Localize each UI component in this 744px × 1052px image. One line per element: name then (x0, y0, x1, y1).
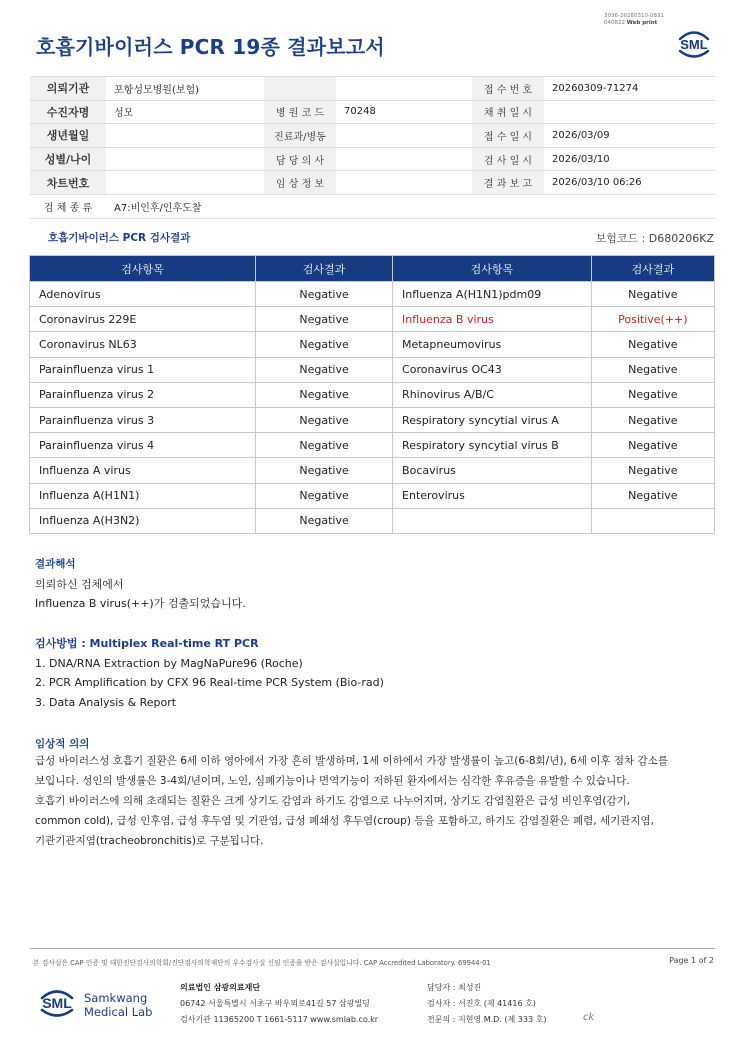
org-name: 의료법인 삼광의료재단 (180, 983, 261, 992)
test-item-cell: Parainfluenza virus 4 (30, 433, 256, 458)
result-row (30, 357, 715, 382)
test-item-cell: Influenza A(H1N1) (30, 483, 256, 508)
test-item-cell: Parainfluenza virus 1 (30, 357, 256, 382)
test-result-cell: Negative (591, 433, 714, 458)
info-row (30, 77, 715, 101)
info-value: 성모 (106, 100, 264, 124)
specimen-value: A7:비인후/인후도찰 (106, 194, 715, 218)
doc-code-line-2: 040822 (604, 20, 625, 26)
info-value (336, 77, 472, 101)
info-row (30, 147, 715, 171)
info-label: 담 당 의 사 (264, 147, 336, 171)
clinical-text (35, 751, 725, 851)
interpretation-title: 결과해석 (35, 558, 76, 570)
info-value: 2026/03/10 06:26 (544, 171, 715, 195)
test-result-cell: Negative (591, 382, 714, 407)
test-item-cell: Influenza A virus (30, 458, 256, 483)
info-value (336, 171, 472, 195)
info-label: 의뢰기관 (30, 77, 106, 101)
method-section (35, 634, 384, 712)
method-line: 2. PCR Amplification by CFX 96 Real-time PCR System (Bio-rad) (35, 676, 384, 689)
test-item-cell: Bocavirus (393, 458, 592, 483)
info-label: 차트번호 (30, 171, 106, 195)
test-result-cell: Negative (256, 483, 393, 508)
info-label: 생년월일 (30, 124, 106, 148)
test-item-cell: Coronavirus OC43 (393, 357, 592, 382)
org-contact: 검사기관 11365200 T 1661-5117 www.smlab.co.kr (180, 1015, 379, 1024)
staff-line: 전문의 : 지현영 M.D. (제 333 호) (427, 1015, 547, 1024)
result-row (30, 483, 715, 508)
test-result-cell: Negative (256, 332, 393, 357)
result-row (30, 458, 715, 483)
info-label (264, 77, 336, 101)
test-item-cell: Respiratory syncytial virus A (393, 407, 592, 432)
header-result-2: 검사결과 (591, 256, 714, 282)
test-item-cell: Respiratory syncytial virus B (393, 433, 592, 458)
clinical-line: 호흡기 바이러스에 의해 초래되는 질환은 크게 상기도 감염과 하기도 감염으로 나누어지며, 상기도 감염질환은 급성 비인후염(감기, (35, 795, 631, 807)
organization-info (180, 980, 378, 1028)
signature: ck (583, 1012, 595, 1023)
test-result-cell: Negative (256, 382, 393, 407)
test-item-cell: Parainfluenza virus 3 (30, 407, 256, 432)
test-result-cell: Negative (256, 407, 393, 432)
test-result-cell (591, 508, 714, 533)
test-item-cell: Coronavirus NL63 (30, 332, 256, 357)
report-title: 호흡기바이러스 PCR 19종 결과보고서 (36, 35, 385, 59)
header-result-1: 검사결과 (256, 256, 393, 282)
insurance-code: 보험코드 : D680206KZ (595, 232, 714, 245)
test-item-cell: Adenovirus (30, 282, 256, 307)
patient-info-table (30, 76, 715, 219)
result-row (30, 332, 715, 357)
logo-text: SML (680, 37, 708, 52)
accreditation-note: 본 검사실은 CAP 인증 및 대한진단검사의학회/진단검사의학재단의 우수검사실 신임 인증을 받은 검사실입니다. CAP Accredited Laboratory. 69944-01 (33, 959, 491, 967)
clinical-line: 급성 바이러스성 호흡기 질환은 6세 이하 영아에서 가장 흔히 발생하며, 1세 이하에서 가장 발생률이 높고(6-8회/년), 6세 이후 점차 감소를 (35, 755, 668, 767)
info-value (336, 147, 472, 171)
staff-line: 담당자 : 최성진 (427, 983, 482, 992)
result-row (30, 508, 715, 533)
footer-logo-text: SML (42, 995, 72, 1011)
result-row (30, 382, 715, 407)
info-value: 70248 (336, 100, 472, 124)
info-value (106, 171, 264, 195)
test-result-cell: Negative (591, 458, 714, 483)
info-row (30, 124, 715, 148)
clinical-line: 기관기관지염(tracheobronchitis)로 구분됩니다. (35, 835, 264, 847)
info-value (544, 100, 715, 124)
clinical-line: common cold), 급성 인후염, 급성 후두염 및 기관염, 급성 폐쇄성 후두염(croup) 등을 포함하고, 하기도 감염질환은 폐렴, 세기관지염, (35, 815, 654, 827)
document-code (604, 13, 664, 27)
brand-line-2: Medical Lab (84, 1005, 153, 1019)
test-result-cell: Negative (256, 282, 393, 307)
interpretation-section (35, 555, 246, 614)
brand-line-1: Samkwang (84, 991, 148, 1005)
info-value (336, 124, 472, 148)
test-result-cell: Negative (256, 307, 393, 332)
test-item-cell (393, 508, 592, 533)
info-label: 수진자명 (30, 100, 106, 124)
info-value: 20260309-71274 (544, 77, 715, 101)
org-address: 06742 서울특별시 서초구 바우뫼로41길 57 삼광빌딩 (180, 999, 370, 1008)
specimen-label: 검 체 종 류 (30, 194, 106, 218)
clinical-title: 임상적 의의 (35, 738, 90, 750)
results-table (29, 255, 715, 534)
doc-code-line-1: 3036-20260310-0831 (604, 13, 664, 19)
test-item-cell: Influenza A(H3N2) (30, 508, 256, 533)
brand-name (84, 991, 152, 1019)
test-result-cell: Positive(++) (591, 307, 714, 332)
sml-logo-icon (674, 24, 714, 64)
test-item-cell: Enterovirus (393, 483, 592, 508)
method-title: 검사방법 : Multiplex Real-time RT PCR (35, 637, 259, 650)
test-item-cell: Parainfluenza virus 2 (30, 382, 256, 407)
interpretation-line: Influenza B virus(++)가 검출되었습니다. (35, 597, 246, 610)
header-test-item-1: 검사항목 (30, 256, 256, 282)
info-row (30, 171, 715, 195)
info-row (30, 100, 715, 124)
method-line: 3. Data Analysis & Report (35, 695, 177, 709)
staff-info (427, 980, 546, 1028)
staff-line: 검사자 : 서진호 (제 41416 호) (427, 999, 536, 1008)
result-row (30, 407, 715, 432)
test-item-cell: Rhinovirus A/B/C (393, 382, 592, 407)
info-label: 채 취 일 시 (472, 100, 544, 124)
test-result-cell: Negative (256, 433, 393, 458)
test-result-cell: Negative (256, 357, 393, 382)
info-label: 접 수 번 호 (472, 77, 544, 101)
info-label: 병 원 코 드 (264, 100, 336, 124)
specimen-row (30, 194, 715, 218)
info-value (106, 147, 264, 171)
method-line: 1. DNA/RNA Extraction by MagNaPure96 (Roche) (35, 656, 303, 670)
page-number: Page 1 of 2 (669, 956, 714, 965)
info-label: 결 과 보 고 (472, 171, 544, 195)
footer-logo-icon (37, 983, 77, 1023)
results-header-row (30, 256, 715, 282)
test-item-cell: Coronavirus 229E (30, 307, 256, 332)
test-result-cell: Negative (256, 508, 393, 533)
clinical-line: 보입니다. 성인의 발생률은 3-4회/년이며, 노인, 심폐기능이나 면역기능이 저하된 환자에서는 심각한 후유증을 유발할 수 있습니다. (35, 775, 630, 787)
info-label: 임 상 정 보 (264, 171, 336, 195)
info-value: 포항성모병원(보험) (106, 77, 264, 101)
web-print-label: Web print (626, 20, 658, 26)
info-value: 2026/03/10 (544, 147, 715, 171)
test-result-cell: Negative (591, 483, 714, 508)
test-result-cell: Negative (591, 357, 714, 382)
test-item-cell: Influenza B virus (393, 307, 592, 332)
footer-divider (30, 948, 715, 949)
info-value (106, 124, 264, 148)
info-label: 진료과/병동 (264, 124, 336, 148)
test-item-cell: Influenza A(H1N1)pdm09 (393, 282, 592, 307)
info-label: 접 수 일 시 (472, 124, 544, 148)
header-test-item-2: 검사항목 (393, 256, 592, 282)
test-result-cell: Negative (591, 332, 714, 357)
info-value: 2026/03/09 (544, 124, 715, 148)
interpretation-line: 의뢰하신 검체에서 (35, 577, 124, 591)
test-result-cell: Negative (591, 282, 714, 307)
test-result-cell: Negative (256, 458, 393, 483)
result-row (30, 282, 715, 307)
info-label: 검 사 일 시 (472, 147, 544, 171)
test-result-cell: Negative (591, 407, 714, 432)
info-label: 성별/나이 (30, 147, 106, 171)
results-section-title: 호흡기바이러스 PCR 검사결과 (48, 232, 191, 244)
test-item-cell: Metapneumovirus (393, 332, 592, 357)
result-row (30, 307, 715, 332)
result-row (30, 433, 715, 458)
